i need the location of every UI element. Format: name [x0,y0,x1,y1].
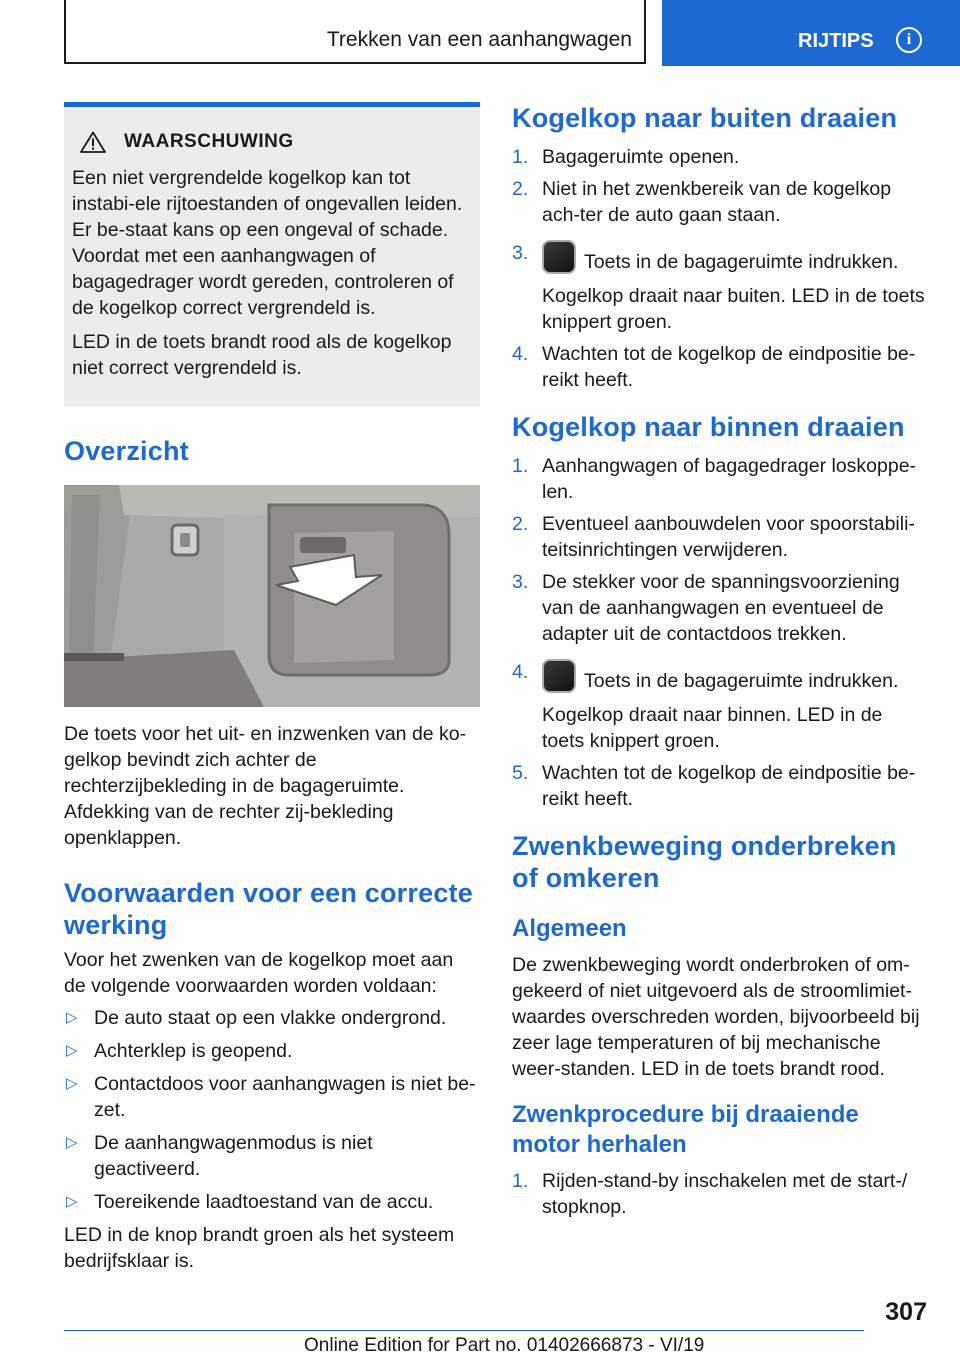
conditions-heading: Voorwaarden voor een correcte werking [64,878,473,940]
step-item: 3. Toets in de bagageruimte indrukken. Kogelkop draait naar buiten. LED in de toets knippert groen. [512,242,925,333]
list-item: ▷ Achterklep is geopend. [66,1040,293,1062]
edition-note: Online Edition for Part no. 01402666873 - VI/19 [304,1335,705,1356]
warning-triangle-icon [80,131,106,153]
page-header [0,0,960,66]
overview-heading: Overzicht [64,436,189,466]
warning-title: WAARSCHUWING [124,131,294,152]
general-heading: Algemeen [512,915,627,942]
interrupt-heading: Zwenkbeweging onderbreken of omkeren [512,831,897,893]
list-item: ▷ De auto staat op een vlakke ondergrond. [66,1007,447,1029]
general-text: De zwenkbeweging wordt onderbroken of om-gekeerd of niet uitgevoerd als de stroomlimiet-waardes overschreden worden, bijvoorbeeld bij zeer lage temperaturen of bij mechanische weer-standen. LED in de toets brandt rood. [512,954,920,1080]
overview-text: De toets voor het uit- en inzwenken van de ko-gelkop bevindt zich achter de rechterzijbekleding in de bagageruimte. Afdekking van de rechter zij-bekleding openklappen. [64,723,467,849]
bullet-triangle-icon: ▷ [66,1134,78,1151]
warning-text: Een niet vergrendelde kogelkop kan tot instabi-ele rijtoestanden of ongevallen leiden. Er be-staat kans op een ongeval of schade. Voordat met een aanhangwagen of bagagedrager wordt gereden, controleren of de kogelkop correct vergrendeld is. [72,167,463,319]
out-heading: Kogelkop naar buiten draaien [512,103,898,133]
step-item: 2. Niet in het zwenkbereik van de kogelkop ach-ter de auto gaan staan. [512,178,892,226]
trailer-hitch-button-icon [542,659,576,693]
section-tab-label: RIJTIPS [798,30,874,52]
list-item: ▷ Toereikende laadtoestand van de accu. [66,1191,434,1213]
page-number: 307 [885,1298,927,1326]
right-column [512,102,928,1226]
bullet-triangle-icon: ▷ [66,1009,78,1026]
step-item: 5. Wachten tot de kogelkop de eindpositie be-reikt heeft. [512,762,916,810]
header-title-box [64,0,646,64]
conditions-list [64,1005,480,1215]
in-steps [512,453,928,812]
step-item: 4. Toets in de bagageruimte indrukken. Kogelkop draait naar binnen. LED in de toets knippert groen. [512,661,899,752]
step-item: 1. Bagageruimte openen. [512,146,740,168]
trunk-photo [64,485,480,707]
step-item: 1. Aanhangwagen of bagagedrager loskoppe-len. [512,455,917,503]
footer-divider [64,1330,864,1331]
step-item: 4. Wachten tot de kogelkop de eindpositie be-reikt heeft. [512,343,916,391]
conditions-intro: Voor het zwenken van de kogelkop moet aan de volgende voorwaarden worden voldaan: [64,949,454,997]
out-steps [512,144,928,393]
trailer-hitch-button-icon [542,240,576,274]
bullet-triangle-icon: ▷ [66,1193,78,1210]
trunk-illustration [64,485,480,707]
conditions-outro: LED in de knop brandt groen als het systeem bedrijfsklaar is. [64,1224,455,1272]
warning-box [64,102,480,407]
repeat-steps [512,1168,928,1220]
warning-header [72,131,472,153]
bullet-triangle-icon: ▷ [66,1042,78,1059]
step-item: 1. Rijden-stand-by inschakelen met de start-/ stopknop. [512,1170,908,1218]
list-item: ▷ De aanhangwagenmodus is niet geactiveerd. [66,1132,373,1180]
warning-led-text: LED in de toets brandt rood als de kogelkop niet correct vergrendeld is. [72,331,452,379]
left-column [64,102,480,1274]
step-item: 3. De stekker voor de spanningsvoorziening van de aanhangwagen en eventueel de adapter uit de contactdoos trekken. [512,571,900,645]
list-item: ▷ Contactdoos voor aanhangwagen is niet be-zet. [66,1073,476,1121]
section-tab[interactable] [662,0,960,66]
info-icon[interactable]: i [896,27,922,53]
repeat-heading: Zwenkprocedure bij draaiende motor herhalen [512,1101,859,1158]
bullet-triangle-icon: ▷ [66,1075,78,1092]
step-item: 2. Eventueel aanbouwdelen voor spoorstabili-teitsinrichtingen verwijderen. [512,513,915,561]
in-heading: Kogelkop naar binnen draaien [512,412,905,442]
chapter-title: Trekken van een aanhangwagen [326,28,632,51]
